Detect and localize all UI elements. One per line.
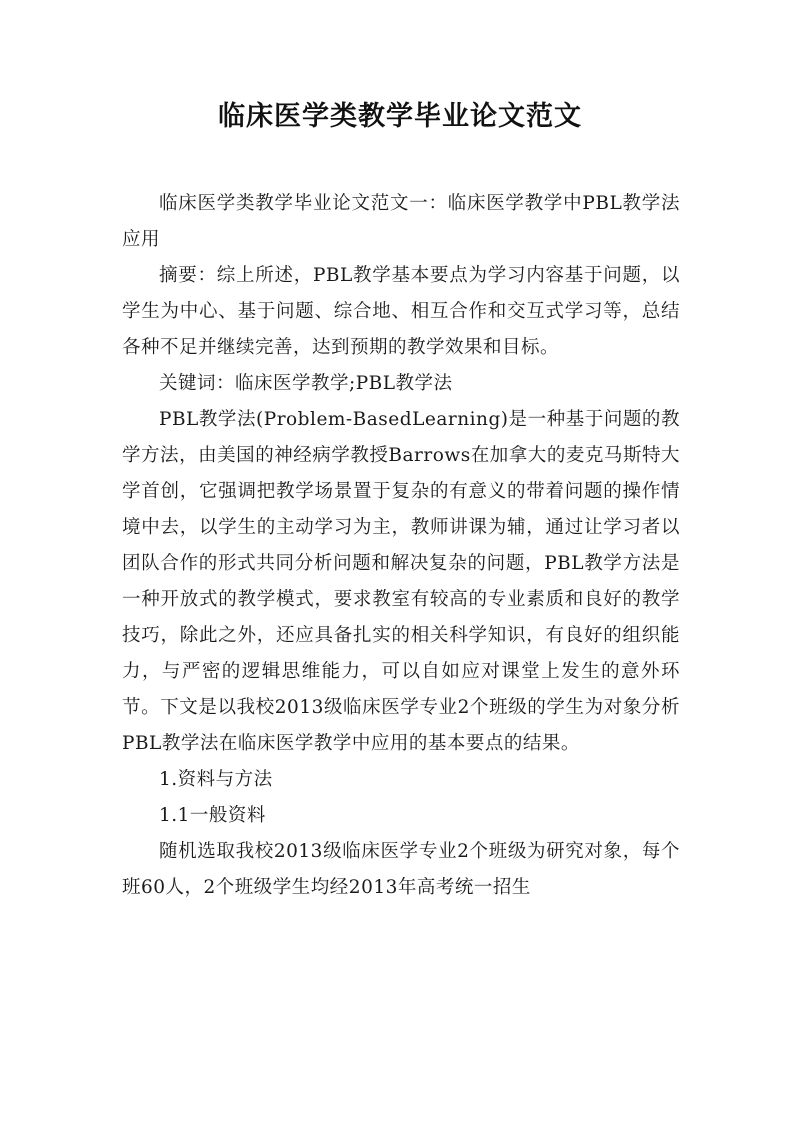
page-title: 临床医学类教学毕业论文范文 <box>218 101 582 132</box>
paragraph-keywords: 关键词：临床医学教学;PBL教学法 <box>159 373 453 394</box>
paragraph-general-info: 随机选取我校2013级临床医学专业2个班级为研究对象，每个班60人，2个班级学生均经2013年高考统一招生 <box>122 841 680 898</box>
paragraph-heading: 临床医学类教学毕业论文范文一：临床医学教学中PBL教学法应用 <box>122 193 680 250</box>
document-body <box>122 186 680 906</box>
paragraph-abstract: 摘要：综上所述，PBL教学基本要点为学习内容基于问题，以学生为中心、基于问题、综合地、相互合作和交互式学习等，总结各种不足并继续完善，达到预期的教学效果和目标。 <box>122 265 680 358</box>
subsection-heading-general: 1.1一般资料 <box>159 805 266 826</box>
paragraph-intro: PBL教学法(Problem-BasedLearning)是一种基于问题的教学方法，由美国的神经病学教授Barrows在加拿大的麦克马斯特大学首创，它强调把教学场景置于复杂的有意义的带着问题的操作情境中去，以学生的主动学习为主，教师讲课为辅，通过让学习者以团队合作的形式共同分析问题和解决复杂的问题，PBL教学方法是一种开放式的教学模式，要求教室有较高的专业素质和良好的教学技巧，除此之外，还应具备扎实的相关科学知识，有良好的组织能力，与严密的逻辑思维能力，可以自如应对课堂上发生的意外环节。下文是以我校2013级临床医学专业2个班级的学生为对象分析PBL教学法在临床医学教学中应用的基本要点的结果。 <box>122 409 680 754</box>
section-heading-methods: 1.资料与方法 <box>159 769 273 790</box>
